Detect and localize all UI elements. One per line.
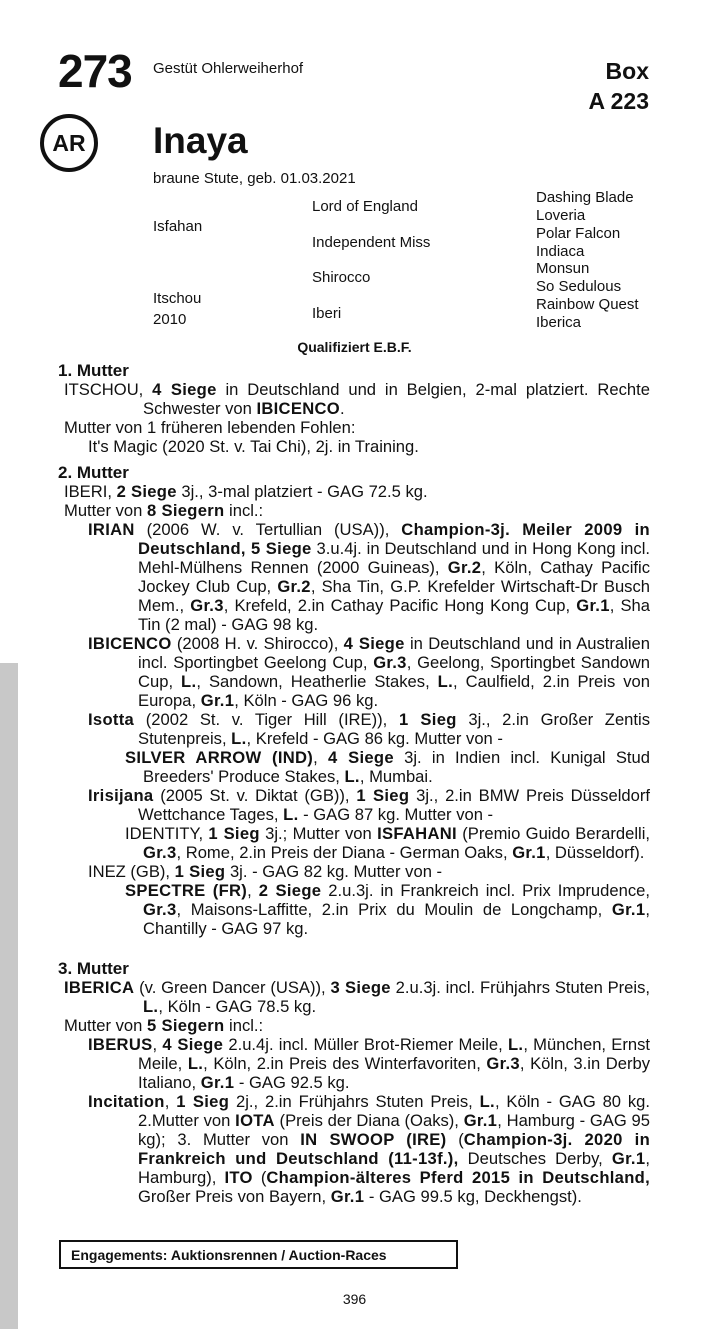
- progeny-irisijana: Irisijana (2005 St. v. Diktat (GB)), 1 Sieg 3j., 2.in BMW Preis Düsseldorf Wettchance Tages, L. - GAG 87 kg. Mutter von -: [88, 786, 650, 824]
- progeny-isotta: Isotta (2002 St. v. Tiger Hill (IRE)), 1 Sieg 3j., 2.in Großer Zentis Stutenpreis, L., Krefeld - GAG 86 kg. Mutter von -: [88, 710, 650, 748]
- pedigree-gen2-3: Shirocco: [312, 269, 371, 286]
- stud-name: Gestüt Ohlerweiherhof: [153, 60, 304, 77]
- winners-line: Mutter von 8 Siegern incl.:: [64, 501, 264, 520]
- foal-entry: It's Magic (2020 St. v. Tai Chi), 2j. in Training.: [88, 437, 419, 456]
- page-number: 396: [342, 1291, 367, 1307]
- section-third-dam: [58, 959, 650, 1206]
- lot-number: 273: [58, 45, 132, 97]
- section-first-dam: [58, 361, 650, 456]
- box-label: [588, 56, 649, 116]
- section-heading: 1. Mutter: [58, 361, 129, 380]
- pedigree-gen2-4: Iberi: [312, 305, 342, 322]
- horse-name: Inaya: [153, 120, 248, 161]
- pedigree-gen3-4: Indiaca: [536, 243, 585, 260]
- dam-record: ITSCHOU, 4 Siege in Deutschland und in Belgien, 2-mal platziert. Rechte Schwester von IBICENCO.: [64, 380, 650, 418]
- page-edge-tab: [0, 663, 18, 1329]
- pedigree-dam-year: 2010: [153, 311, 187, 328]
- pedigree-gen2-1: Lord of England: [312, 198, 418, 215]
- progeny-spectre: SPECTRE (FR), 2 Siege 2.u.3j. in Frankreich incl. Prix Imprudence, Gr.3, Maisons-Laffitte, 2.in Prix du Moulin de Longchamp, Gr.1, Chantilly - GAG 97 kg.: [125, 881, 650, 938]
- progeny-incitation: Incitation, 1 Sieg 2j., 2.in Frühjahrs Stuten Preis, L., Köln - GAG 80 kg. 2.Mutter von IOTA (Preis der Diana (Oaks), Gr.1, Hamburg - GAG 95 kg); 3. Mutter von IN SWOOP (IRE) (Champion-3j. 2020 in Frankreich und Deutschland (11-13f.), Deutsches Derby, Gr.1, Hamburg), ITO (Champion-älteres Pferd 2015 in Deutschland, Großer Preis von Bayern, Gr.1 - GAG 99.5 kg, Deckhengst).: [88, 1092, 651, 1206]
- qualification: Qualifiziert E.B.F.: [297, 339, 412, 355]
- section-second-dam: [58, 463, 650, 938]
- progeny-iberus: IBERUS, 4 Siege 2.u.4j. incl. Müller Brot-Riemer Meile, L., München, Ernst Meile, L., Köln, 2.in Preis des Winterfavoriten, Gr.3, Köln, 3.in Derby Italiano, Gr.1 - GAG 92.5 kg.: [88, 1035, 650, 1092]
- pedigree-gen3-7: Rainbow Quest: [536, 296, 639, 313]
- box-line-1: Box: [605, 58, 649, 84]
- section-heading: 3. Mutter: [58, 959, 129, 978]
- pedigree-gen2-2: Independent Miss: [312, 234, 431, 251]
- section-heading: 2. Mutter: [58, 463, 129, 482]
- horse-description: braune Stute, geb. 01.03.2021: [153, 170, 356, 187]
- pedigree-gen3-6: So Sedulous: [536, 278, 622, 295]
- engagements-box: Engagements: Auktionsrennen / Auction-Races: [59, 1240, 458, 1269]
- pedigree-gen3-2: Loveria: [536, 207, 586, 224]
- pedigree-gen3-5: Monsun: [536, 260, 590, 277]
- ar-badge: AR: [40, 114, 98, 172]
- progeny-silver-arrow: SILVER ARROW (IND), 4 Siege 3j. in Indien incl. Kunigal Stud Breeders' Produce Stakes, L., Mumbai.: [125, 748, 650, 786]
- pedigree-gen3-8: Iberica: [536, 314, 582, 331]
- pedigree-gen3-3: Polar Falcon: [536, 225, 621, 242]
- box-line-2: A 223: [588, 88, 649, 114]
- pedigree-dam: Itschou: [153, 290, 202, 307]
- winners-line: Mutter von 5 Siegern incl.:: [64, 1016, 264, 1035]
- progeny-irian: IRIAN (2006 W. v. Tertullian (USA)), Champion-3j. Meiler 2009 in Deutschland, 5 Siege 3.u.4j. in Deutschland und in Hong Kong incl. Mehl-Mülhens Rennen (2000 Guineas), Gr.2, Köln, Cathay Pacific Jockey Club Cup, Gr.2, Sha Tin, G.P. Krefelder Wirtschaft-Dr Busch Mem., Gr.3, Krefeld, 2.in Cathay Pacific Hong Kong Cup, Gr.1, Sha Tin (2 mal) - GAG 98 kg.: [88, 520, 651, 634]
- progeny-identity: IDENTITY, 1 Sieg 3j.; Mutter von ISFAHANI (Premio Guido Berardelli, Gr.3, Rome, 2.in Preis der Diana - German Oaks, Gr.1, Düsseldorf).: [125, 824, 650, 862]
- dam-record: IBERICA (v. Green Dancer (USA)), 3 Siege 2.u.3j. incl. Frühjahrs Stuten Preis, L., Köln - GAG 78.5 kg.: [64, 978, 651, 1016]
- pedigree-gen3-1: Dashing Blade: [536, 189, 634, 206]
- progeny-ibicenco: IBICENCO (2008 H. v. Shirocco), 4 Siege in Deutschland und in Australien incl. Sportingbet Geelong Cup, Gr.3, Geelong, Sportingbet Sandown Cup, L., Sandown, Heatherlie Stakes, L., Caulfield, 2.in Preis von Europa, Gr.1, Köln - GAG 96 kg.: [88, 634, 650, 710]
- pedigree-sire: Isfahan: [153, 218, 203, 235]
- progeny-inez: INEZ (GB), 1 Sieg 3j. - GAG 82 kg. Mutter von -: [88, 862, 443, 881]
- dam-record: IBERI, 2 Siege 3j., 3-mal platziert - GAG 72.5 kg.: [64, 482, 428, 501]
- foals-line: Mutter von 1 früheren lebenden Fohlen:: [64, 418, 356, 437]
